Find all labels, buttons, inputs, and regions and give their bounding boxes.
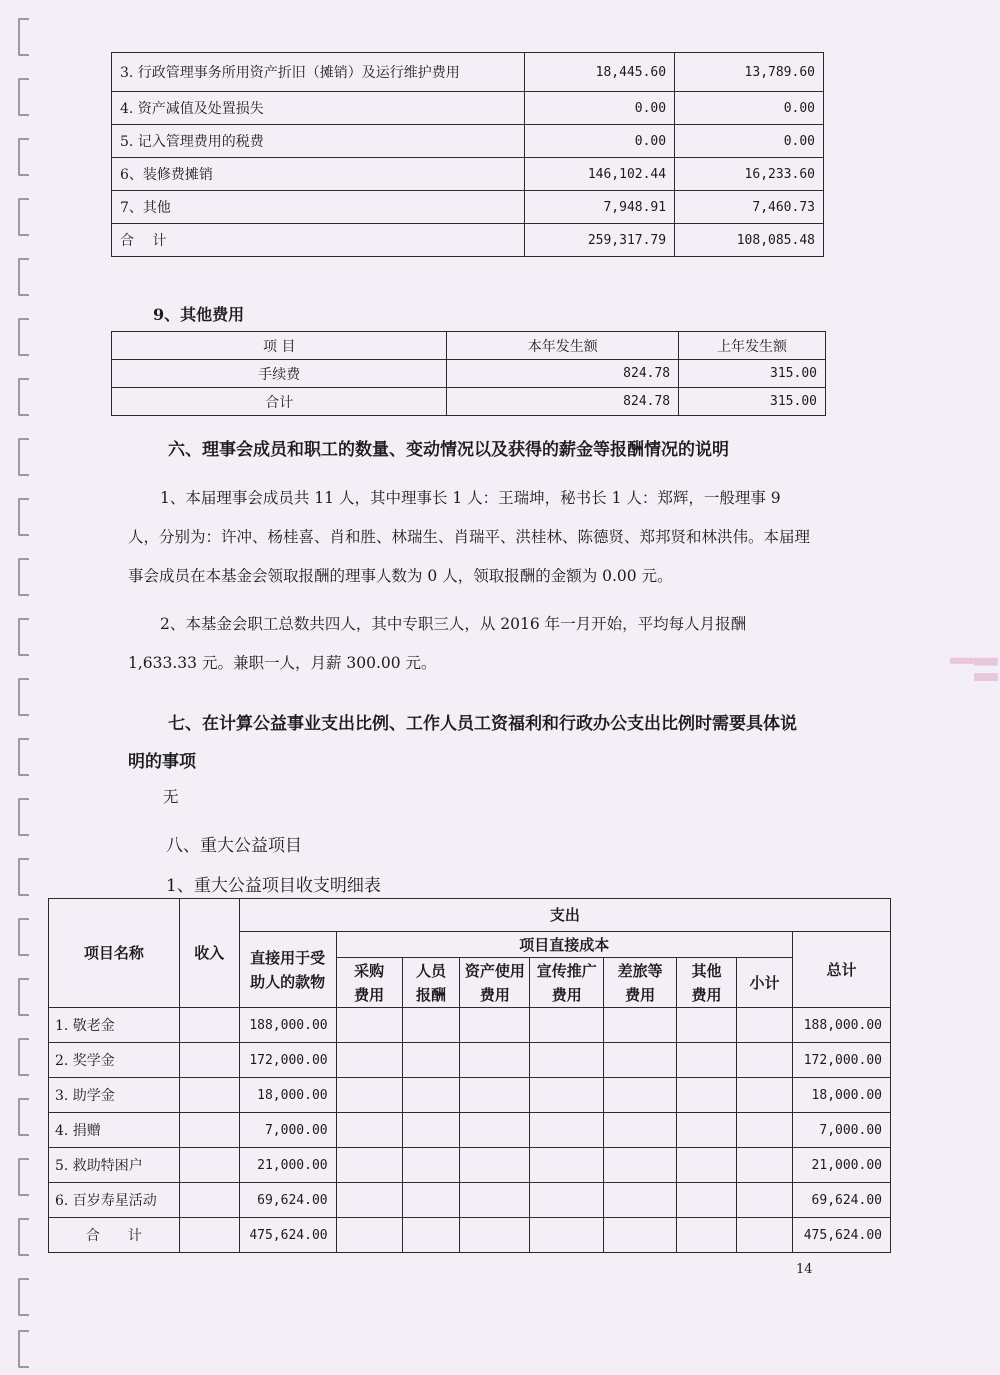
header-direct-goods: 直接用于受助人的款物	[239, 932, 336, 1008]
current-amount: 824.78	[447, 360, 679, 388]
section8-heading: 八、重大公益项目	[166, 836, 302, 856]
current-amount: 259,317.79	[525, 224, 675, 257]
table-row	[49, 1008, 891, 1043]
header-prior: 上年发生额	[679, 332, 826, 360]
table-row-total	[112, 388, 826, 416]
total-amount: 188,000.00	[792, 1008, 890, 1043]
table-row	[112, 92, 824, 125]
project-name: 2. 奖学金	[49, 1043, 180, 1078]
table-row	[49, 1148, 891, 1183]
row-label: 6、装修费摊销	[112, 158, 525, 191]
header-travel: 差旅等费用	[604, 958, 677, 1008]
section8-subheading: 1、重大公益项目收支明细表	[166, 876, 381, 896]
current-amount: 0.00	[525, 92, 675, 125]
header-total: 总计	[792, 932, 890, 1008]
mgmt-fee-table	[111, 52, 824, 257]
project-name: 1. 敬老金	[49, 1008, 180, 1043]
row-label: 合 计	[112, 224, 525, 257]
current-amount: 18,445.60	[525, 53, 675, 92]
current-amount: 7,948.91	[525, 191, 675, 224]
header-purchase: 采购费用	[336, 958, 402, 1008]
section7-body: 无	[163, 788, 179, 806]
direct-goods-amount: 172,000.00	[239, 1043, 336, 1078]
table-row	[112, 360, 826, 388]
section6-paragraph-1: 1、本届理事会成员共 11 人，其中理事长 1 人：王瑞坤，秘书长 1 人：郑辉，一般理事 9 人，分别为：许冲、杨桂喜、肖和胜、林瑞生、肖瑞平、洪桂林、陈德贤、郑邦贤和林洪伟。本届理事会成员在本基金会领取报酬的理事人数为 0 人，领取报酬的金额为 0.00 元。	[128, 489, 811, 585]
page-number: 14	[796, 1262, 813, 1277]
row-label: 7、其他	[112, 191, 525, 224]
current-amount: 824.78	[447, 388, 679, 416]
project-name: 5. 救助特困户	[49, 1148, 180, 1183]
row-label: 合计	[112, 388, 447, 416]
table-header-row	[112, 332, 826, 360]
direct-goods-amount: 69,624.00	[239, 1183, 336, 1218]
binding-holes	[14, 0, 36, 1375]
row-label: 5. 记入管理费用的税费	[112, 125, 525, 158]
section6-paragraph-2: 2、本基金会职工总数共四人，其中专职三人，从 2016 年一月开始，平均每人月报酬 1,633.33 元。兼职一人，月薪 300.00 元。	[128, 615, 747, 672]
seal-fragment: ▌▌ ▍	[950, 658, 998, 689]
other-fee-table	[111, 331, 826, 416]
header-item: 项 目	[112, 332, 447, 360]
header-asset-use: 资产使用费用	[460, 958, 530, 1008]
table-row	[49, 1113, 891, 1148]
other-fee-heading: 9、其他费用	[153, 305, 245, 324]
total-amount: 69,624.00	[792, 1183, 890, 1218]
table-row	[112, 53, 824, 92]
table-row	[112, 191, 824, 224]
prior-amount: 0.00	[675, 125, 824, 158]
prior-amount: 7,460.73	[675, 191, 824, 224]
section7-heading: 七、在计算公益事业支出比例、工作人员工资福利和行政办公支出比例时需要具体说明的事项	[128, 714, 797, 772]
header-staff: 人员报酬	[402, 958, 460, 1008]
direct-goods-amount: 475,624.00	[239, 1218, 336, 1253]
direct-goods-amount: 188,000.00	[239, 1008, 336, 1043]
prior-amount: 315.00	[679, 388, 826, 416]
table-row-total	[49, 1218, 891, 1253]
section6-heading: 六、理事会成员和职工的数量、变动情况以及获得的薪金等报酬情况的说明	[168, 440, 729, 460]
project-name: 3. 助学金	[49, 1078, 180, 1113]
prior-amount: 0.00	[675, 92, 824, 125]
current-amount: 146,102.44	[525, 158, 675, 191]
project-name: 6. 百岁寿星活动	[49, 1183, 180, 1218]
project-table	[48, 898, 891, 1253]
row-label: 手续费	[112, 360, 447, 388]
table-row	[112, 125, 824, 158]
direct-goods-amount: 7,000.00	[239, 1113, 336, 1148]
total-amount: 18,000.00	[792, 1078, 890, 1113]
current-amount: 0.00	[525, 125, 675, 158]
header-project-name: 项目名称	[49, 899, 180, 1008]
header-income: 收入	[179, 899, 239, 1008]
total-amount: 7,000.00	[792, 1113, 890, 1148]
table-row-total	[112, 224, 824, 257]
table-row	[112, 158, 824, 191]
header-subtotal: 小计	[737, 958, 793, 1008]
direct-goods-amount: 18,000.00	[239, 1078, 336, 1113]
table-row	[49, 1043, 891, 1078]
header-promotion: 宣传推广费用	[530, 958, 604, 1008]
header-current: 本年发生额	[447, 332, 679, 360]
header-other: 其他费用	[677, 958, 737, 1008]
prior-amount: 16,233.60	[675, 158, 824, 191]
header-row-1	[49, 899, 891, 932]
direct-goods-amount: 21,000.00	[239, 1148, 336, 1183]
table-row	[49, 1078, 891, 1113]
row-label: 3. 行政管理事务所用资产折旧（摊销）及运行维护费用	[112, 53, 525, 92]
header-direct-cost: 项目直接成本	[336, 932, 792, 958]
project-name: 合 计	[49, 1218, 180, 1253]
prior-amount: 13,789.60	[675, 53, 824, 92]
total-amount: 475,624.00	[792, 1218, 890, 1253]
row-label: 4. 资产减值及处置损失	[112, 92, 525, 125]
prior-amount: 315.00	[679, 360, 826, 388]
header-expense: 支出	[239, 899, 890, 932]
table-row	[49, 1183, 891, 1218]
project-name: 4. 捐赠	[49, 1113, 180, 1148]
total-amount: 21,000.00	[792, 1148, 890, 1183]
total-amount: 172,000.00	[792, 1043, 890, 1078]
prior-amount: 108,085.48	[675, 224, 824, 257]
